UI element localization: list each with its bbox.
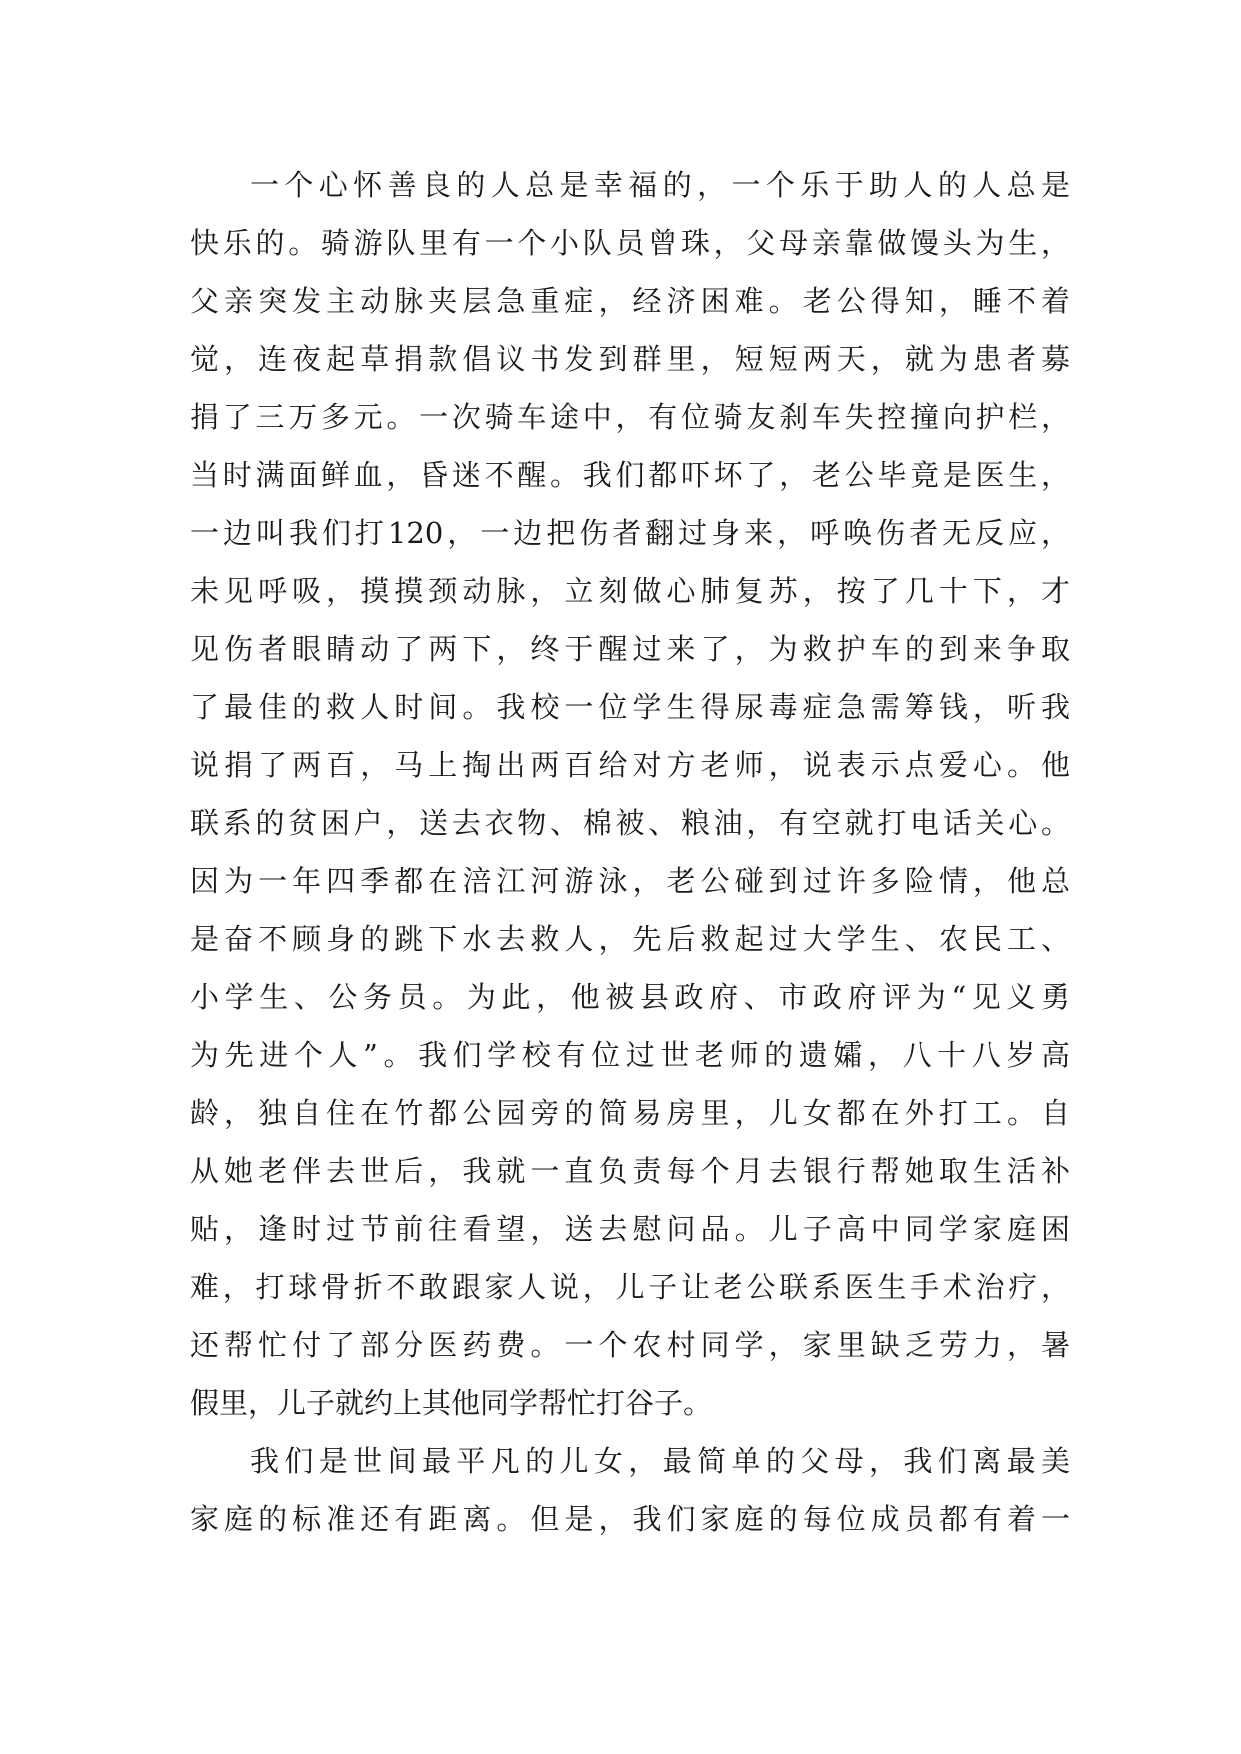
paragraph-1-line-18: 从她老伴去世后，我就一直负责每个月去银行帮她取生活补 [190, 1154, 1070, 1188]
paragraph-1-line-17: 龄，独自住在竹都公园旁的简易房里，儿女都在外打工。自 [190, 1096, 1070, 1130]
paragraph-1-line-20: 难，打球骨折不敢跟家人说，儿子让老公联系医生手术治疗， [190, 1270, 1070, 1304]
paragraph-1-line-9: 见伤者眼睛动了两下，终于醒过来了，为救护车的到来争取 [190, 632, 1070, 666]
paragraph-2-line-2: 家庭的标准还有距离。但是，我们家庭的每位成员都有着一 [190, 1502, 1070, 1536]
paragraph-1-line-4: 觉，连夜起草捐款倡议书发到群里，短短两天，就为患者募 [190, 342, 1070, 376]
paragraph-1-line-2: 快乐的。骑游队里有一个小队员曾珠，父母亲靠做馒头为生， [190, 226, 1070, 260]
paragraph-1-line-3: 父亲突发主动脉夹层急重症，经济困难。老公得知，睡不着 [190, 284, 1070, 318]
paragraph-1-line-21: 还帮忙付了部分医药费。一个农村同学，家里缺乏劳力，暑 [190, 1328, 1070, 1362]
paragraph-1-line-15: 小学生、公务员。为此，他被县政府、市政府评为“见义勇 [190, 980, 1070, 1014]
paragraph-1-line-11: 说捐了两百，马上掏出两百给对方老师，说表示点爱心。他 [190, 748, 1070, 782]
paragraph-1-line-7: 一边叫我们打120，一边把伤者翻过身来，呼唤伤者无反应， [190, 516, 1070, 550]
paragraph-1-line-10: 了最佳的救人时间。我校一位学生得尿毒症急需筹钱，听我 [190, 690, 1070, 724]
paragraph-1-line-8: 未见呼吸，摸摸颈动脉，立刻做心肺复苏，按了几十下，才 [190, 574, 1070, 608]
paragraph-1-line-5: 捐了三万多元。一次骑车途中，有位骑友刹车失控撞向护栏， [190, 400, 1070, 434]
paragraph-1-line-19: 贴，逢时过节前往看望，送去慰问品。儿子高中同学家庭困 [190, 1212, 1070, 1246]
paragraph-1-line-12: 联系的贫困户，送去衣物、棉被、粮油，有空就打电话关心。 [190, 806, 1070, 840]
paragraph-1-line-13: 因为一年四季都在涪江河游泳，老公碰到过许多险情，他总 [190, 864, 1070, 898]
paragraph-1-line-16: 为先进个人”。我们学校有位过世老师的遗孀，八十八岁高 [190, 1038, 1070, 1072]
paragraph-1-line-6: 当时满面鲜血，昏迷不醒。我们都吓坏了，老公毕竟是医生， [190, 458, 1070, 492]
paragraph-1-line-22: 假里，儿子就约上其他同学帮忙打谷子。 [190, 1386, 713, 1420]
paragraph-2-line-1: 我们是世间最平凡的儿女，最简单的父母，我们离最美 [250, 1444, 1070, 1478]
paragraph-1-line-1: 一个心怀善良的人总是幸福的，一个乐于助人的人总是 [250, 168, 1070, 202]
paragraph-1-line-14: 是奋不顾身的跳下水去救人，先后救起过大学生、农民工、 [190, 922, 1070, 956]
